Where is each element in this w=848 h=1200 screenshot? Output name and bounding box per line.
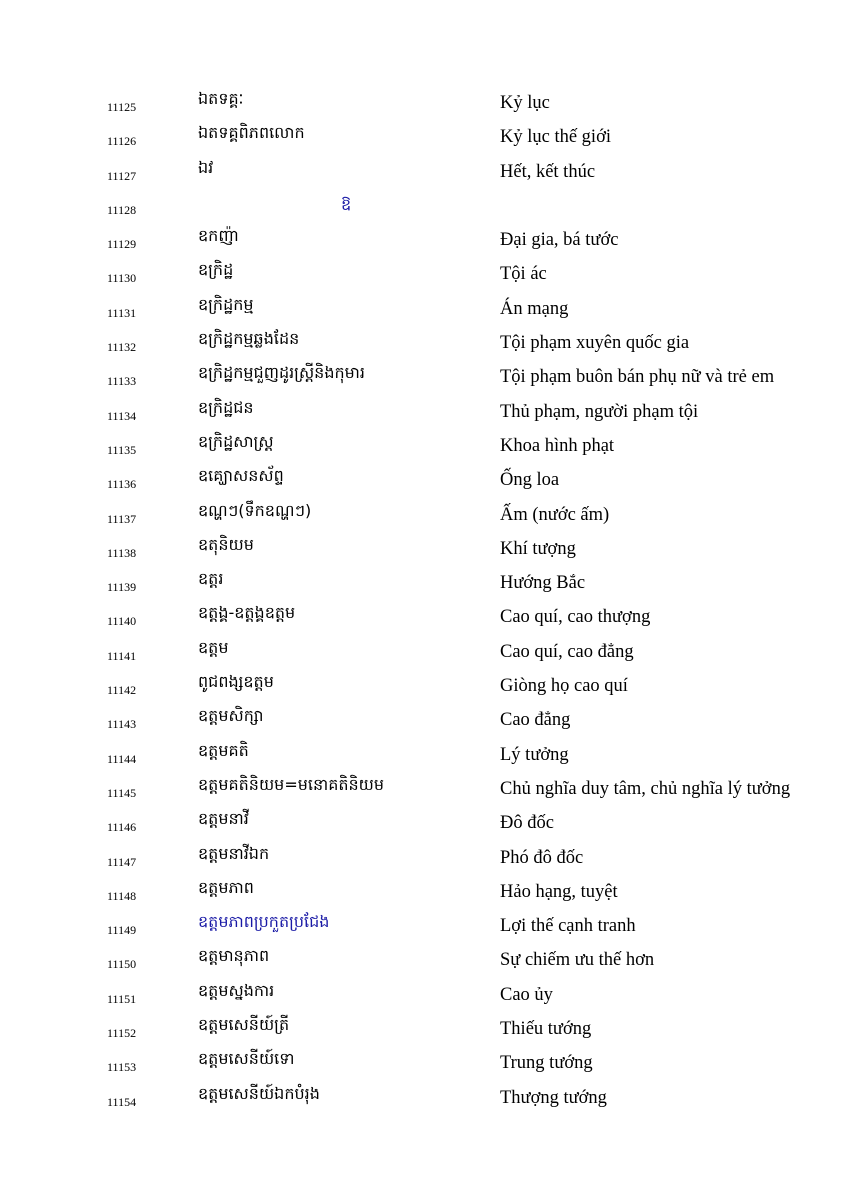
entry-row — [0, 533, 848, 567]
entry-row — [0, 327, 848, 361]
entry-number: 11151 — [107, 991, 137, 1006]
vietnamese-translation: Tội ác — [500, 264, 547, 285]
vietnamese-translation: Phó đô đốc — [500, 847, 584, 868]
vietnamese-translation: Cao quí, cao đẳng — [500, 641, 634, 662]
vietnamese-translation: Sự chiếm ưu thế hơn — [500, 950, 655, 971]
entry-row — [0, 361, 848, 395]
khmer-term: ឧត្តមសេនីយ៍ទោ — [198, 1049, 295, 1069]
vietnamese-translation: Hảo hạng, tuyệt — [500, 881, 618, 902]
entry-row — [0, 910, 848, 944]
entry-number: 11143 — [107, 717, 137, 732]
entry-number: 11125 — [107, 100, 137, 114]
entry-number: 11134 — [107, 408, 137, 423]
entry-number: 11129 — [107, 237, 137, 252]
entry-row — [0, 1047, 848, 1081]
entry-number: 11149 — [107, 923, 137, 938]
vietnamese-translation: Lợi thế cạnh tranh — [500, 916, 636, 937]
khmer-term: ឧណ្ហៗ(ទឹកឧណ្ហៗ) — [198, 500, 312, 520]
vietnamese-translation: Hết, kết thúc — [500, 161, 596, 182]
vietnamese-translation: Ấm (nước ấm) — [500, 504, 610, 525]
vietnamese-translation: Hướng Bắc — [500, 573, 586, 594]
khmer-term: ឧត្តមានុភាព — [198, 946, 270, 966]
entry-row — [0, 773, 848, 807]
entry-row — [0, 807, 848, 841]
entry-number: 11141 — [107, 648, 137, 663]
vietnamese-translation: Cao ủy — [500, 984, 553, 1005]
entry-list — [0, 87, 848, 1116]
entry-row — [0, 121, 848, 155]
vietnamese-translation: Đô đốc — [500, 813, 554, 834]
khmer-term: ឧត្តមសេនីយ៍ឯកបំរុង — [198, 1083, 320, 1103]
entry-row — [0, 704, 848, 738]
entry-number: 11126 — [107, 134, 137, 149]
khmer-term: ឧកញ៉ា — [198, 226, 239, 246]
entry-number: 11146 — [107, 820, 137, 835]
section-letter: ឱ — [341, 194, 352, 214]
khmer-term: ឧក្រិដ្ឋកម្មឆ្លងដែន — [198, 329, 300, 349]
entry-row — [0, 293, 848, 327]
khmer-term: ឧតុនិយម — [198, 534, 254, 554]
vietnamese-translation: Khoa hình phạt — [500, 435, 615, 456]
khmer-term: ឧត្តង្គ-ឧត្តង្គឧត្តម — [198, 603, 296, 623]
vietnamese-translation: Tội phạm xuyên quốc gia — [500, 333, 690, 354]
khmer-term: ឧត្តមសិក្សា — [198, 706, 264, 726]
vietnamese-translation: Ống loa — [500, 470, 560, 491]
vietnamese-translation: Cao đẳng — [500, 710, 571, 731]
khmer-term: ឧត្តមសេនីយ៍ត្រី — [198, 1015, 290, 1035]
entry-row — [0, 258, 848, 292]
khmer-term: ឧត្តម — [198, 637, 229, 657]
khmer-term: ឧត្តមគតិ — [198, 740, 249, 760]
entry-row — [0, 636, 848, 670]
entry-row — [0, 979, 848, 1013]
section-header-row — [0, 190, 848, 224]
vietnamese-translation: Tội phạm buôn bán phụ nữ và trẻ em — [500, 367, 775, 388]
entry-number: 11144 — [107, 751, 137, 766]
entry-number: 11152 — [107, 1026, 137, 1041]
entry-number: 11145 — [107, 785, 137, 800]
khmer-term: ពូជពង្សឧត្តម — [198, 672, 274, 692]
khmer-term: ឧក្រិដ្ឋកម្មជួញដូរស្ត្រីនិងកុមារ — [198, 363, 365, 383]
vietnamese-translation: Án mạng — [500, 298, 569, 319]
entry-number: 11128 — [107, 202, 137, 217]
vietnamese-translation: Thủ phạm, người phạm tội — [500, 401, 699, 422]
entry-number: 11127 — [107, 168, 137, 183]
entry-number: 11148 — [107, 888, 137, 903]
khmer-term: ឯតទគ្គៈ — [198, 89, 244, 108]
entry-row — [0, 842, 848, 876]
entry-row — [0, 499, 848, 533]
entry-number: 11130 — [107, 271, 137, 286]
entry-number: 11138 — [107, 545, 137, 560]
vietnamese-translation: Đại gia, bá tước — [500, 230, 619, 251]
vietnamese-translation: Trung tướng — [500, 1053, 593, 1074]
vietnamese-translation: Giòng họ cao quí — [500, 676, 628, 697]
entry-row — [0, 1013, 848, 1047]
khmer-term: ឧត្តមគតិនិយម=មនោគតិនិយម — [198, 774, 385, 794]
entry-row — [0, 1082, 848, 1116]
khmer-term: ឯវ — [198, 157, 214, 177]
entry-row — [0, 464, 848, 498]
entry-row — [0, 944, 848, 978]
vietnamese-translation: Lý tưởng — [500, 744, 569, 765]
entry-row — [0, 670, 848, 704]
vietnamese-translation: Cao quí, cao thượng — [500, 607, 651, 628]
vietnamese-translation: Thiếu tướng — [500, 1019, 592, 1040]
entry-row — [0, 739, 848, 773]
khmer-term: ឧក្រិដ្ឋ — [198, 260, 234, 280]
entry-number: 11139 — [107, 580, 137, 595]
khmer-term: ឧក្រិដ្ឋជន — [198, 397, 254, 417]
entry-number: 11147 — [107, 854, 137, 869]
entry-number: 11150 — [107, 957, 137, 972]
entry-number: 11131 — [107, 305, 137, 320]
entry-number: 11140 — [107, 614, 137, 629]
entry-row — [0, 601, 848, 635]
vietnamese-translation: Thượng tướng — [500, 1087, 607, 1108]
entry-number: 11142 — [107, 683, 137, 698]
entry-number: 11137 — [107, 511, 137, 526]
entry-row — [0, 567, 848, 601]
entry-number: 11154 — [107, 1094, 137, 1109]
vietnamese-translation: Khí tượng — [500, 538, 576, 559]
vietnamese-translation: Kỷ lục — [500, 93, 550, 113]
entry-row — [0, 430, 848, 464]
khmer-term: ឧក្រិដ្ឋសាស្ត្រ — [198, 431, 274, 451]
entry-number: 11136 — [107, 477, 137, 492]
entry-row — [0, 87, 848, 121]
khmer-term: ឧត្តរ — [198, 569, 224, 589]
vietnamese-translation: Kỷ lục thế giới — [500, 127, 611, 148]
khmer-term: ឧត្តមនាវីឯក — [198, 843, 270, 863]
khmer-term: ឯតទគ្គពិភពលោក — [198, 123, 305, 143]
vietnamese-translation: Chủ nghĩa duy tâm, chủ nghĩa lý tưởng — [500, 778, 791, 799]
entry-row — [0, 224, 848, 258]
khmer-term: ឧក្រិដ្ឋកម្ម — [198, 294, 254, 314]
khmer-term: ឧគ្ឃោសនស័ព្ទ — [198, 466, 284, 486]
entry-number: 11135 — [107, 442, 137, 457]
khmer-term-highlighted: ឧត្តមភាពប្រកួតប្រជែង — [198, 912, 330, 932]
khmer-term: ឧត្តមនាវី — [198, 809, 249, 829]
entry-number: 11153 — [107, 1060, 137, 1075]
entry-number: 11132 — [107, 340, 137, 355]
entry-row — [0, 396, 848, 430]
entry-number: 11133 — [107, 374, 137, 389]
entry-row — [0, 156, 848, 190]
khmer-term: ឧត្តមស្នងការ — [198, 980, 275, 1000]
entry-row — [0, 876, 848, 910]
khmer-term: ឧត្តមភាព — [198, 877, 254, 897]
